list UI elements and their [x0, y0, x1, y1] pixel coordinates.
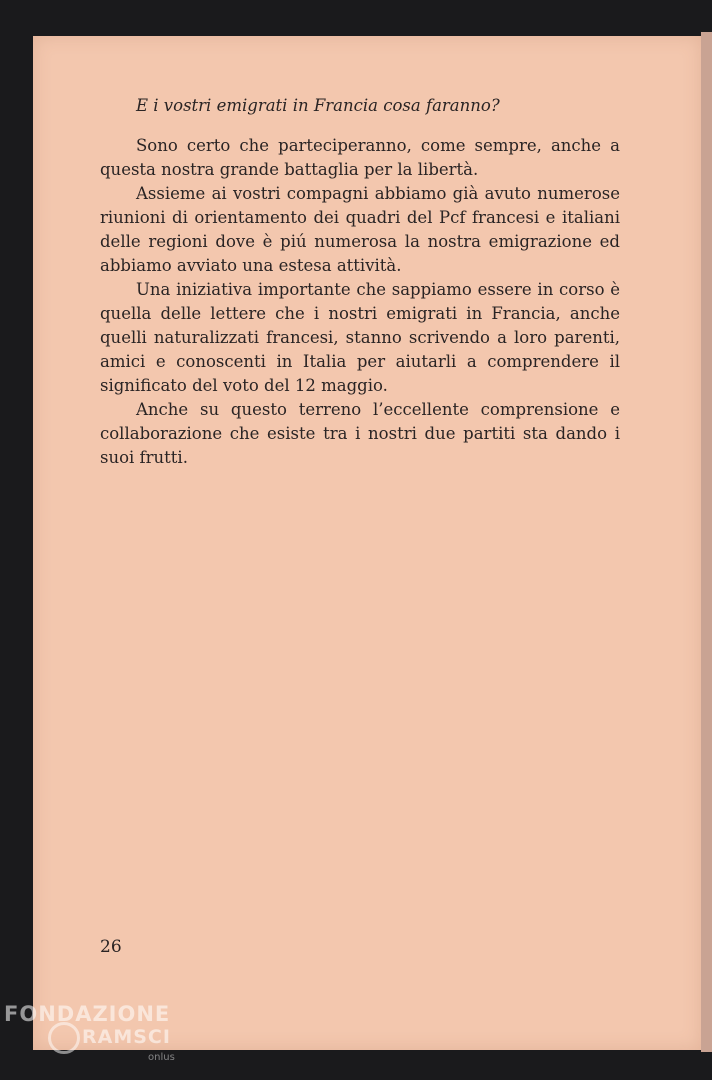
watermark-suffix: onlus [148, 1052, 175, 1063]
answer-paragraph-2: Assieme ai vostri compagni abbiamo già avuto numerose riunioni di orientamento dei quadri del Pcf francesi e italiani delle regioni dove è piú numerosa la nostra emigrazione ed abbiamo avviato una estesa attività. [100, 184, 620, 275]
fondazione-gramsci-watermark [4, 1000, 184, 1070]
watermark-line1: FONDAZIONE [4, 1002, 171, 1026]
page-text [100, 94, 620, 470]
answer-paragraph-3: Una iniziativa importante che sappiamo essere in corso è quella delle lettere che i nostri emigrati in Francia, anche quelli naturalizzati francesi, stanno scrivendo a loro parenti, amici e conoscenti in Italia per aiutarli a comprendere il significato del voto del 12 maggio. [100, 280, 620, 395]
watermark-line2: RAMSCI [82, 1026, 171, 1048]
interview-question: E i vostri emigrati in Francia cosa faranno? [136, 96, 500, 115]
next-page-edge [701, 32, 712, 1052]
answer-paragraph-1: Sono certo che parteciperanno, come sempre, anche a questa nostra grande battaglia per la libertà. [100, 136, 620, 179]
watermark-g-logo-icon [48, 1022, 80, 1054]
page-number: 26 [100, 937, 122, 957]
answer-paragraph-4: Anche su questo terreno l’eccellente comprensione e collaborazione che esiste tra i nostri due partiti sta dando i suoi frutti. [100, 400, 620, 467]
